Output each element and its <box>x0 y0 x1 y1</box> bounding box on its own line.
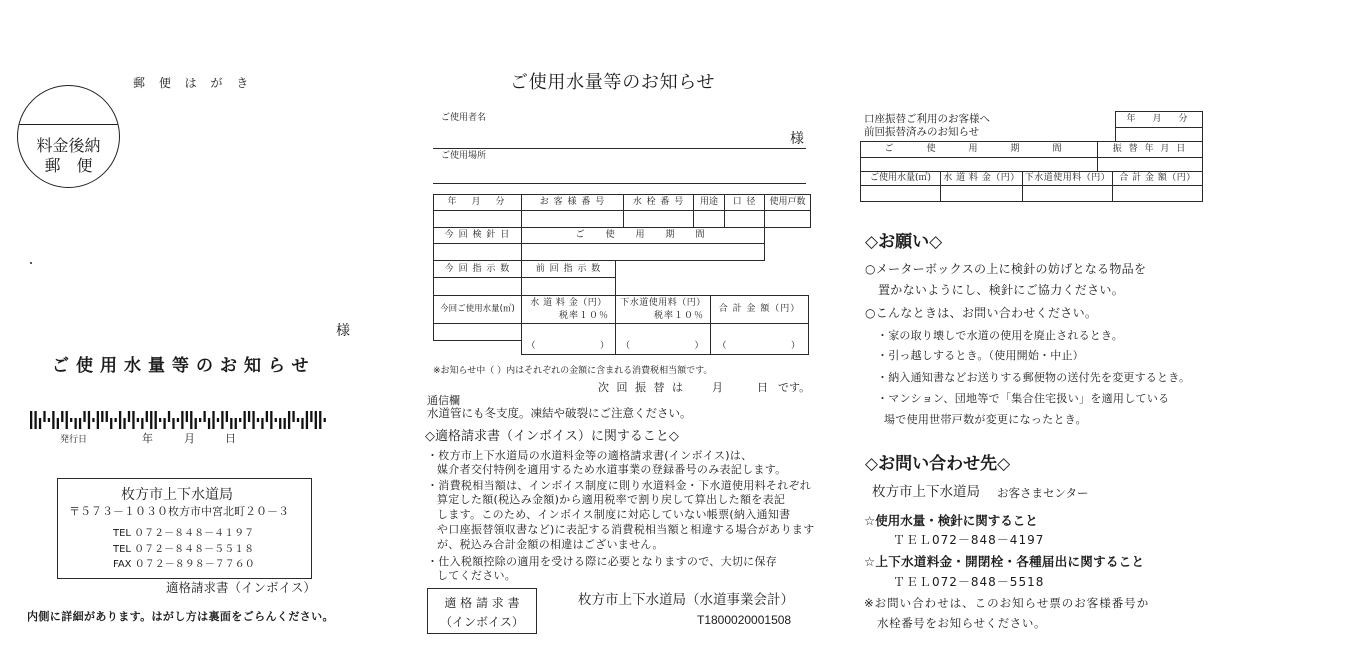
barcode-bar <box>132 411 134 429</box>
barcode-bar <box>190 411 192 429</box>
issue-date-day: 日 <box>225 432 236 445</box>
transfer-header-usage-period: ご 使 用 期 間 <box>860 141 1098 158</box>
sender-tel-2: TEL ０７２－８４８－５５１８ <box>113 544 255 555</box>
transfer-cell-usage-period <box>860 157 1098 172</box>
barcode-bar <box>34 411 36 429</box>
barcode-bar <box>137 418 139 422</box>
cell-water-charge: （ ） <box>521 323 616 355</box>
customer-barcode <box>30 411 328 429</box>
invoice-note-line: ・消費税相当額は、インボイス制度に則り水道料金・下水道使用料それぞれ <box>427 479 812 492</box>
contact-heading: ◇お問い合わせ先◇ <box>865 454 1011 474</box>
transfer-header-total: 合 計 金 額（円） <box>1112 171 1203 186</box>
barcode-bar <box>208 418 210 429</box>
barcode-bar <box>257 418 259 422</box>
barcode-bar <box>252 411 254 429</box>
transfer-cell-transfer-date <box>1097 157 1203 172</box>
barcode-bar <box>288 411 290 429</box>
next-transfer-day: 日 <box>757 381 768 394</box>
contact-org: 枚方市上下水道局 <box>872 484 980 500</box>
barcode-bar <box>168 411 170 422</box>
barcode-bar <box>155 411 157 429</box>
invoice-box-line1: 適 格 請 求 書 <box>444 596 520 610</box>
request-case: ・納入通知書などお送りする郵便物の送付先を変更するとき。 <box>877 371 1191 384</box>
barcode-bar <box>61 411 63 422</box>
header-usage-volume: 今回ご使用水量(㎥) <box>433 295 522 324</box>
barcode-bar <box>70 418 72 422</box>
cell-households <box>764 210 811 228</box>
transfer-cell-usage-volume <box>860 185 941 202</box>
header-reading-date: 今 回 検 針 日 <box>433 227 522 244</box>
invoice-box-line2: （インボイス） <box>440 615 524 629</box>
message-text: 水道管にも冬支度。凍結や破裂にご注意ください。 <box>427 406 692 420</box>
contact-billing-heading: ☆上下水道料金・開閉栓・各種届出に関すること <box>864 554 1145 569</box>
customer-honorific: 様 <box>790 131 804 147</box>
invoice-box <box>427 588 537 634</box>
cell-sewer-charge: （ ） <box>615 323 711 355</box>
barcode-bar <box>306 411 308 429</box>
request-case: 場で使用世帯戸数が変更になったとき。 <box>884 413 1087 426</box>
header-usage-period: ご 使 用 期 間 <box>521 227 765 244</box>
request-case: ・家の取り壊しで水道の使用を廃止されるとき。 <box>877 329 1123 342</box>
sender-name: 枚方市上下水道局 <box>121 487 233 503</box>
barcode-bar <box>319 411 321 429</box>
postage-paid-stamp <box>17 85 120 188</box>
transfer-cell-year-month <box>1115 127 1203 142</box>
contact-billing-tel: ＴＥＬ072－848－5518 <box>893 575 1045 589</box>
barcode-bar <box>57 418 59 429</box>
transfer-header-water-charge: 水 道 料 金（円） <box>940 171 1023 186</box>
customer-name-label: ご使用者名 <box>441 113 487 123</box>
peel-notice: 内側に詳細があります。はがし方は裏面をごらんください。 <box>27 610 334 623</box>
request-item-1-line-2: 置かないようにし、検針にご協力ください。 <box>878 283 1125 297</box>
issue-date-label: 発行日 <box>60 435 88 445</box>
next-transfer-label: 次 回 振 替 は <box>598 381 685 394</box>
barcode-bar <box>123 418 125 429</box>
request-case: ・マンション、団地等で「集合住宅扱い」を適用している <box>877 392 1170 405</box>
barcode-bar <box>97 411 99 429</box>
requests-heading: ◇お願い◇ <box>865 232 943 252</box>
barcode-bar <box>284 418 286 429</box>
barcode-bar <box>315 411 317 429</box>
header-sewer-charge <box>615 295 711 324</box>
contact-usage-tel: ＴＥＬ072－848－4197 <box>893 533 1045 547</box>
header-total: 合 計 金 額（円） <box>710 295 809 324</box>
sewer-charge-label: 下水道使用料（円） <box>620 297 706 308</box>
barcode-bar <box>235 418 237 429</box>
barcode-bar <box>199 418 201 422</box>
barcode-bar <box>186 411 188 422</box>
header-previous-reading: 前 回 指 示 数 <box>521 260 616 278</box>
request-item-2: ○こんなときは、お問い合わせください。 <box>865 306 1098 320</box>
contact-usage-heading: ☆使用水量・検針に関すること <box>864 513 1038 528</box>
sender-fax: FAX ０７２－８９８－７７６０ <box>113 559 255 570</box>
header-households: 使用戸数 <box>764 194 811 211</box>
header-customer-number: お 客 様 番 号 <box>521 194 624 211</box>
barcode-bar <box>83 411 85 422</box>
cell-reading-date <box>433 243 522 261</box>
address-side-title: ご使用水量等のお知らせ <box>52 356 316 376</box>
invoice-note-line: 算定した額(税込み金額)から適用税率で割り戻して算出した額を表記 <box>437 493 786 506</box>
header-caliber: 口 径 <box>724 194 765 211</box>
invoice-note-line: が、税込み合計金額の相違はございません。 <box>437 538 664 551</box>
transfer-header-year-month: 年 月 分 <box>1115 111 1203 128</box>
transfer-heading-2: 前回振替済みのお知らせ <box>864 126 980 138</box>
location-line <box>433 183 806 184</box>
invoice-label: 適格請求書（インボイス） <box>166 580 316 595</box>
barcode-bar <box>177 418 179 422</box>
transfer-header-transfer-date: 振 替 年 月 日 <box>1097 141 1203 158</box>
barcode-bar <box>324 418 326 422</box>
invoice-note-line: します。このため、インボイス制度に対応していない帳票(納入通知書 <box>437 508 791 521</box>
water-tax-rate: 税率１０％ <box>558 310 609 321</box>
sender-address: 〒５７３－１０３０枚方市中宮北町２０－３ <box>69 505 289 518</box>
barcode-bar <box>39 418 41 429</box>
barcode-bar <box>146 411 148 422</box>
barcode-bar <box>203 411 205 422</box>
barcode-bar <box>261 418 263 429</box>
header-current-reading: 今 回 指 示 数 <box>433 260 522 278</box>
issue-date-year: 年 <box>142 432 153 445</box>
postcard-label: 郵 便 は が き <box>133 76 254 90</box>
barcode-bar <box>48 418 50 422</box>
transfer-cell-water-charge <box>940 185 1023 202</box>
recipient-honorific: 様 <box>336 323 350 339</box>
barcode-bar <box>297 418 299 422</box>
barcode-bar <box>88 411 90 429</box>
transfer-cell-total <box>1112 185 1203 202</box>
barcode-bar <box>172 418 174 429</box>
barcode-bar <box>221 411 223 429</box>
barcode-bar <box>292 411 294 422</box>
contact-note-line-1: ※お問い合わせは、このお知らせ票のお客様番号か <box>864 596 1150 610</box>
barcode-bar <box>43 411 45 422</box>
customer-name-line <box>433 148 806 149</box>
stamp-text-line1: 料金後納 <box>36 136 101 155</box>
registration-number: T1800020001508 <box>697 613 792 627</box>
stamp-divider <box>18 124 119 125</box>
barcode-bar <box>119 411 121 429</box>
next-transfer-suffix: です。 <box>778 381 811 394</box>
barcode-bar <box>115 418 117 422</box>
cell-usage-volume <box>433 323 522 341</box>
barcode-bar <box>301 418 303 429</box>
cell-usage-period <box>521 243 765 261</box>
cell-customer-number <box>521 210 624 228</box>
barcode-bar <box>92 418 94 422</box>
barcode-bar <box>66 411 68 429</box>
barcode-bar <box>159 418 161 422</box>
barcode-bar <box>226 411 228 422</box>
sender-box <box>57 478 312 579</box>
barcode-bar <box>101 411 103 422</box>
barcode-bar <box>52 411 54 429</box>
barcode-bar <box>212 411 214 429</box>
header-year-month: 年 月 分 <box>433 194 522 211</box>
invoice-note-line: や口座振替領収書など)に表記する消費税相当額と相違する場合があります <box>437 523 815 536</box>
barcode-bar <box>279 418 281 429</box>
transfer-header-sewer-charge: 下水道使用料（円） <box>1022 171 1113 186</box>
barcode-bar <box>163 418 165 429</box>
barcode-bar <box>239 418 241 422</box>
stamp-text-line2: 郵 便 <box>44 156 93 175</box>
sewer-tax-rate: 税率１０％ <box>653 310 704 321</box>
cell-current-reading <box>433 277 522 296</box>
invoice-note-line: ・枚方市上下水道局の水道料金等の適格請求書(インボイス)は、 <box>427 449 753 462</box>
cell-year-month <box>433 210 522 228</box>
message-label: 通信欄 <box>427 394 460 407</box>
location-label: ご使用場所 <box>441 151 487 161</box>
transfer-header-usage-volume: ご使用水量(㎥) <box>860 171 941 186</box>
invoice-note-line: ・仕入税額控除の適用を受ける際に必要となりますので、大切に保存 <box>427 555 778 568</box>
barcode-bar <box>74 418 76 429</box>
print-speck <box>30 262 32 264</box>
issuer-name: 枚方市上下水道局（水道事業会計） <box>578 592 794 608</box>
barcode-bar <box>275 418 277 422</box>
barcode-bar <box>266 411 268 422</box>
next-transfer-month: 月 <box>712 381 723 394</box>
barcode-bar <box>106 411 108 422</box>
usage-notice-title: ご使用水量等のお知らせ <box>510 72 716 93</box>
invoice-note-line: してください。 <box>437 569 517 582</box>
transfer-heading-1: 口座振替ご利用のお客様へ <box>864 113 990 125</box>
barcode-bar <box>110 418 112 429</box>
contact-note-line-2: 水栓番号をお知らせください。 <box>877 616 1047 630</box>
cell-tap-number <box>623 210 694 228</box>
request-item-1-line-1: ○メーターボックスの上に検針の妨げとなる物品を <box>865 262 1147 276</box>
barcode-bar <box>30 411 32 429</box>
barcode-bar <box>230 418 232 429</box>
barcode-bar <box>150 411 152 429</box>
barcode-bar <box>141 418 143 429</box>
cell-previous-reading <box>521 277 616 296</box>
sender-tel-1: TEL ０７２－８４８－４１９７ <box>113 528 255 539</box>
issue-date-month: 月 <box>184 432 195 445</box>
header-water-charge <box>521 295 616 324</box>
invoice-note-line: 媒介者交付特例を適用するため水道事業の登録番号のみ表記します。 <box>437 463 787 476</box>
cell-total: （ ） <box>710 323 809 355</box>
barcode-bar <box>217 418 219 422</box>
header-tap-number: 水 栓 番 号 <box>623 194 694 211</box>
cell-caliber <box>724 210 765 228</box>
request-case: ・引っ越しするとき。（使用開始・中止） <box>877 349 1084 362</box>
transfer-cell-sewer-charge <box>1022 185 1113 202</box>
barcode-bar <box>243 411 245 429</box>
barcode-bar <box>310 411 312 422</box>
invoice-heading: ◇適格請求書（インボイス）に関すること◇ <box>425 429 679 444</box>
barcode-bar <box>270 411 272 429</box>
cell-usage-type <box>693 210 725 228</box>
barcode-bar <box>181 411 183 429</box>
barcode-bar <box>128 411 130 422</box>
barcode-bar <box>195 418 197 429</box>
water-charge-label: 水 道 料 金（円） <box>530 297 607 308</box>
header-usage-type: 用途 <box>693 194 725 211</box>
contact-center: お客さまセンター <box>997 486 1089 500</box>
barcode-bar <box>79 418 81 429</box>
barcode-bar <box>248 411 250 422</box>
tax-note: ※お知らせ中（ ）内はそれぞれの金額に含まれる消費税相当額です。 <box>433 366 713 376</box>
